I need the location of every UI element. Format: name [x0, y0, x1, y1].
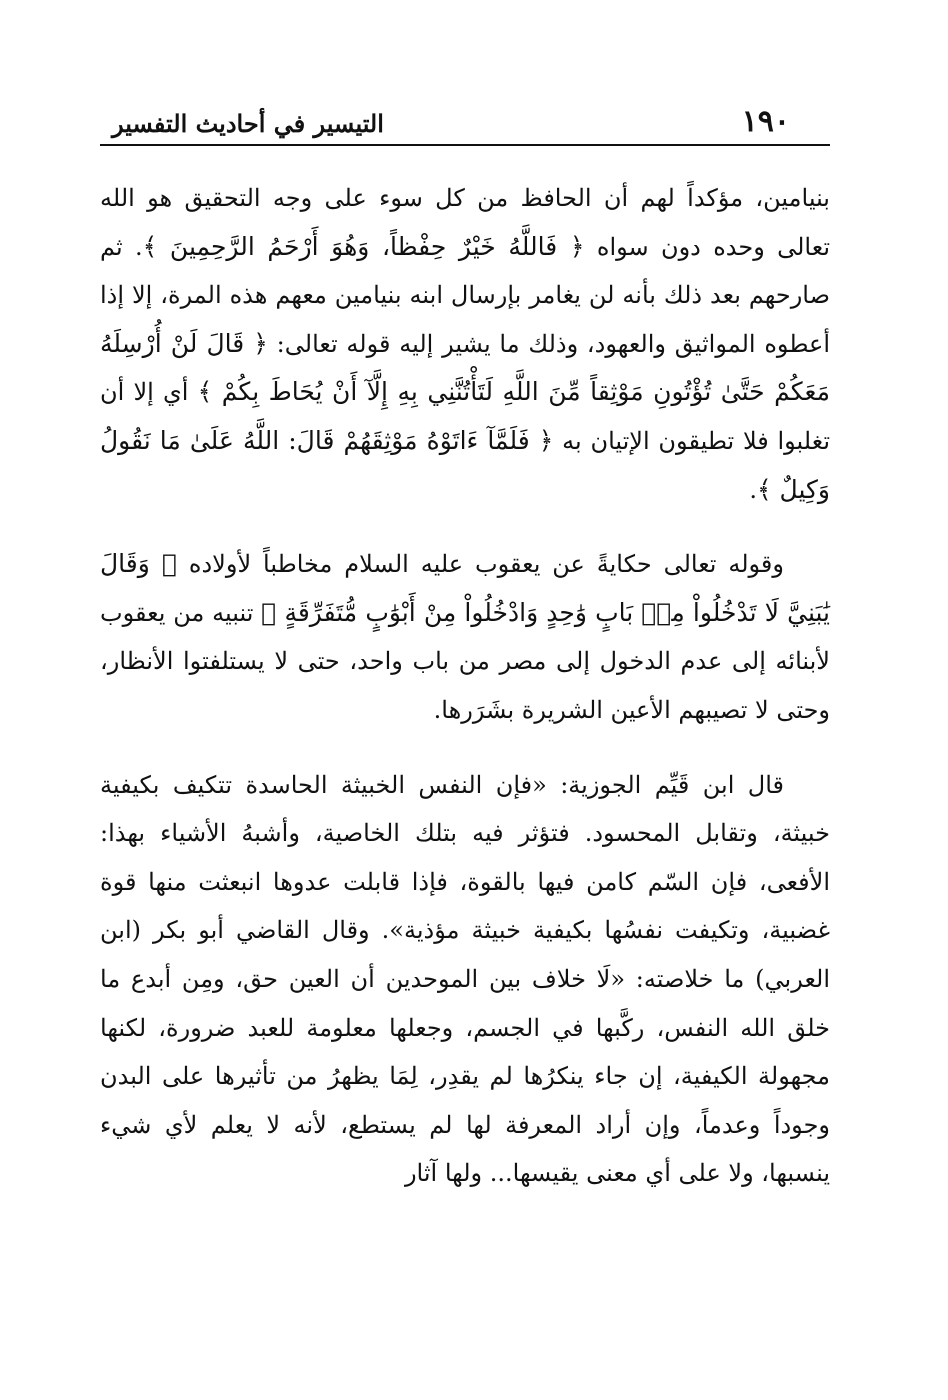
paragraph-text: قال ابن قَيِّم الجوزية: «فإن النفس الخبيثة الحاسدة تتكيف بكيفية خبيثة، وتقابل المحسود. فتؤثر فيه بتلك الخاصية، وأشبهُ الأشياء بهذا: الأفعى، فإن السّم كامن فيها بالقوة، فإذا قابلت عدوها انبعثت منها قوة غضبية، وتكيفت نفسُها بكيفية خبيثة مؤذية». وقال القاضي أبو بكر (ابن العربي) ما خلاصته: «لَا خلاف بين الموحدين أن العين حق، ومِن أبدع ما خلق الله النفس، ركَّبها في الجسم، وجعلها معلومة للعبد ضرورة، لكنها مجهولة الكيفية، إن جاء ينكرُها لم يقدِر، لِمَا يظهرُ من تأثيرها على البدن وجوداً وعدماً، وإن أراد المعرفة لها لم يستطع، لأنه لا يعلم لأي شيء ينسبها، ولا على أي معنى يقيسها... ولها آثار — [100, 770, 830, 1188]
page-number: ١٩٠ — [741, 104, 790, 139]
page-body — [100, 146, 830, 1198]
quran-verse: ﴿ وَقَالَ يَٰبَنِيَّ لَا تَدْخُلُواْ مِنۢ بَابٍ وَٰحِدٍ وَادْخُلُواْ مِنْ أَبْوَٰبٍ مُّتَفَرِّقَةٍ ﴾ — [100, 549, 831, 627]
paragraph-text: بنيامين، مؤكداً لهم أن الحافظ من كل سوء على وجه التحقيق هو الله تعالى وحده دون سواه — [100, 184, 831, 261]
paragraph-text: أي إلا أن تغلبوا فلا تطيقون الإتيان به — [100, 378, 830, 455]
quran-verse: ﴿ فَاللَّهُ خَيْرٌ حِفْظاً، وَهُوَ أَرْحَمُ الرَّحِمِينَ ﴾ — [142, 231, 585, 261]
paragraph-text: . — [749, 475, 757, 504]
paragraph-text: وقوله تعالى حكايةً عن يعقوب عليه السلام مخاطباً لأولاده — [177, 550, 784, 579]
paragraph-3 — [100, 761, 830, 1198]
paragraph-2 — [100, 540, 830, 734]
paragraph-1 — [100, 174, 830, 514]
quran-verse: ﴿ قَالَ لَنْ أُرْسِلَهُ مَعَكُمْ حَتَّىٰ تُؤْتُونِ مَوْثِقاً مِّنَ اللَّهِ لَتَأْتُنَّنِي بِهِ إِلَّآ أَنْ يُحَاطَ بِكُمْ ﴾ — [100, 328, 830, 407]
book-page — [100, 100, 830, 1340]
paragraph-text: تنبيه من يعقوب لأبنائه إلى عدم الدخول إلى مصر من باب واحد، حتى لا يستلفتوا الأنظار، وحتى لا تصيبهم الأعين الشريرة بشَرَرها. — [100, 598, 830, 724]
running-title: التيسير في أحاديث التفسير — [112, 109, 384, 138]
page-header — [100, 100, 830, 146]
quran-verse: ﴿ فَلَمَّآ ءَاتَوْهُ مَوْثِقَهُمْ قَالَ: اللَّهُ عَلَىٰ مَا نَقُولُ وَكِيلٌ ﴾ — [100, 425, 830, 504]
paragraph-text: . ثم صارحهم بعد ذلك بأنه لن يغامر بإرسال ابنه بنيامين معهم هذه المرة، إلا إذا أعطوه المواثيق والعهود، وذلك ما يشير إليه قوله تعالى: — [100, 232, 830, 358]
